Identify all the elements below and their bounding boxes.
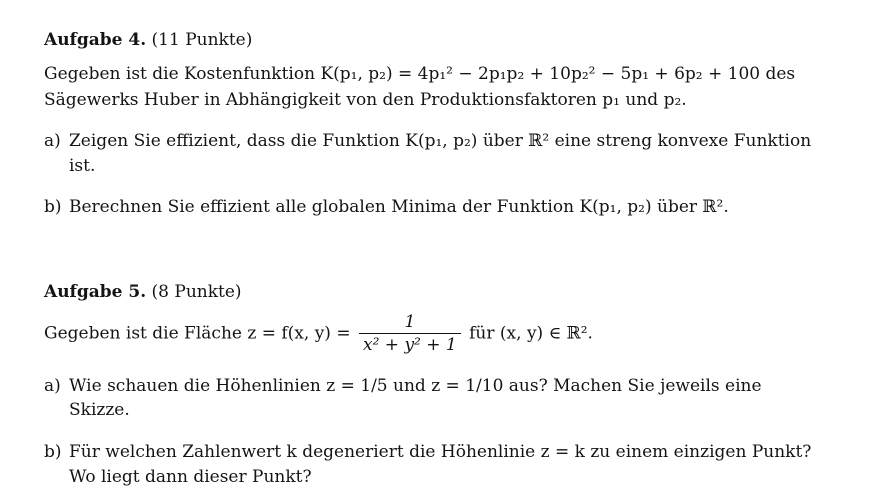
task5-a-label: a) bbox=[44, 376, 61, 396]
task5-intro-before: Gegeben ist die Fläche z = f(x, y) = bbox=[44, 323, 351, 344]
task4-b-line1: Berechnen Sie effizient alle globalen Minima der Funktion K(p₁, p₂) über ℝ². bbox=[69, 197, 729, 217]
task5-intro bbox=[44, 311, 593, 356]
task4-b-label: b) bbox=[44, 197, 62, 217]
task5-b-line1: Für welchen Zahlenwert k degeneriert die Höhenlinie z = k zu einem einzigen Punkt? bbox=[69, 442, 812, 462]
task5-fraction-denominator: x² + y² + 1 bbox=[362, 335, 457, 355]
task4-intro-line2: Sägewerks Huber in Abhängigkeit von den Produktionsfaktoren p₁ und p₂. bbox=[44, 90, 687, 110]
task5-fraction bbox=[359, 313, 461, 354]
task4-intro-line1: Gegeben ist die Kostenfunktion K(p₁, p₂) = 4p₁² − 2p₁p₂ + 10p₂² − 5p₁ + 6p₂ + 100 des bbox=[44, 64, 796, 84]
task4-a-line1: Zeigen Sie effizient, dass die Funktion K(p₁, p₂) über ℝ² eine streng konvexe Funktion bbox=[69, 131, 812, 151]
task4-a-line2: ist. bbox=[69, 156, 96, 176]
task5-fraction-numerator: 1 bbox=[359, 313, 461, 334]
task5-intro-after: für (x, y) ∈ ℝ². bbox=[469, 323, 593, 344]
task5-points: (8 Punkte) bbox=[151, 282, 242, 302]
task5-heading: Aufgabe 5. bbox=[44, 282, 147, 302]
task4-points: (11 Punkte) bbox=[151, 30, 253, 50]
task5-a-line2: Skizze. bbox=[69, 400, 130, 420]
task4-heading: Aufgabe 4. bbox=[44, 30, 147, 50]
task5-b-label: b) bbox=[44, 442, 62, 462]
task5-b-line2: Wo liegt dann dieser Punkt? bbox=[69, 467, 312, 487]
task4-title bbox=[44, 29, 252, 51]
task5-a-line1: Wie schauen die Höhenlinien z = 1/5 und z = 1/10 aus? Machen Sie jeweils eine bbox=[69, 376, 762, 396]
task5-title bbox=[44, 281, 242, 303]
task4-a-label: a) bbox=[44, 131, 61, 151]
